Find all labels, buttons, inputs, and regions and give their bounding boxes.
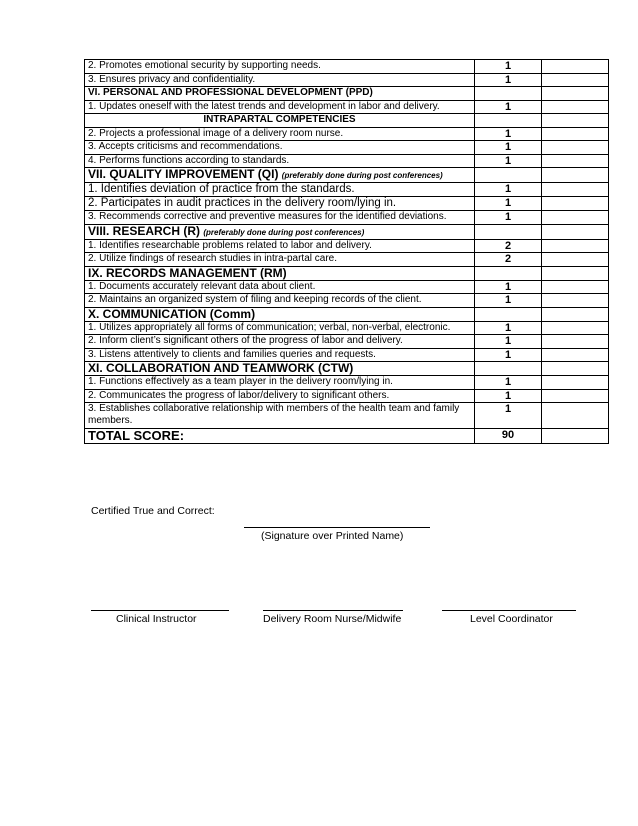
score-cell: 2 <box>475 253 542 267</box>
section-header-row <box>85 114 609 128</box>
score-cell: 1 <box>475 321 542 335</box>
criterion-cell <box>85 73 475 87</box>
table-row <box>85 239 609 253</box>
score-cell <box>475 362 542 376</box>
criterion-text: 2. Promotes emotional security by supporting needs. <box>88 60 321 71</box>
criterion-cell <box>85 403 475 429</box>
criterion-text: 3. Recommends corrective and preventive measures for the identified deviations. <box>88 211 447 222</box>
remarks-cell <box>542 154 609 168</box>
score-cell <box>475 87 542 101</box>
remarks-cell <box>542 141 609 155</box>
remarks-cell <box>542 100 609 114</box>
criterion-text: 2. Communicates the progress of labor/delivery to significant others. <box>88 389 390 401</box>
evaluation-table <box>84 59 609 444</box>
remarks-cell <box>542 294 609 308</box>
criterion-cell <box>85 211 475 225</box>
remarks-cell <box>542 73 609 87</box>
score-cell: 1 <box>475 294 542 308</box>
criterion-cell <box>85 239 475 253</box>
score-cell: 1 <box>475 389 542 403</box>
criterion-text: XI. COLLABORATION AND TEAMWORK (CTW) <box>88 361 354 375</box>
score-cell: 1 <box>475 73 542 87</box>
criterion-cell <box>85 114 475 128</box>
criterion-text: 3. Listens attentively to clients and families queries and requests. <box>88 348 376 360</box>
remarks-cell <box>542 87 609 101</box>
total-row <box>85 429 609 444</box>
criterion-cell <box>85 141 475 155</box>
table-row <box>85 127 609 141</box>
criterion-text: 3. Establishes collaborative relationship with members of the health team and family members. <box>88 403 460 426</box>
criterion-text: X. COMMUNICATION (Comm) <box>88 307 256 321</box>
score-cell: 2 <box>475 239 542 253</box>
remarks-cell <box>542 307 609 321</box>
remarks-cell <box>542 197 609 211</box>
remarks-cell <box>542 335 609 349</box>
remarks-cell <box>542 211 609 225</box>
remarks-cell <box>542 321 609 335</box>
table-row <box>85 321 609 335</box>
table-row <box>85 280 609 294</box>
remarks-cell <box>542 239 609 253</box>
score-cell <box>475 224 542 239</box>
criterion-text: VI. PERSONAL AND PROFESSIONAL DEVELOPMENT (PPD) <box>88 87 373 98</box>
criterion-cell <box>85 362 475 376</box>
section-header-row <box>85 266 609 280</box>
criterion-cell <box>85 183 475 197</box>
criterion-cell <box>85 389 475 403</box>
criterion-cell <box>85 348 475 362</box>
score-cell <box>475 266 542 280</box>
remarks-cell <box>542 114 609 128</box>
score-cell <box>475 307 542 321</box>
table-row <box>85 389 609 403</box>
criterion-cell <box>85 87 475 101</box>
remarks-cell <box>542 362 609 376</box>
score-cell: 1 <box>475 141 542 155</box>
criterion-text: 2. Inform client’s significant others of the progress of labor and delivery. <box>88 335 403 346</box>
criterion-text: VIII. RESEARCH (R) <box>88 224 201 238</box>
criterion-cell <box>85 253 475 267</box>
remarks-cell <box>542 266 609 280</box>
section-header-row <box>85 87 609 101</box>
criterion-cell <box>85 154 475 168</box>
table-row <box>85 348 609 362</box>
criterion-text: IX. RECORDS MANAGEMENT (RM) <box>88 266 287 280</box>
score-cell: 1 <box>475 211 542 225</box>
criterion-text: 1. Functions effectively as a team player in the delivery room/lying in. <box>88 376 393 387</box>
signature-line-level-coordinator <box>442 610 576 611</box>
criterion-text: 1. Identifies researchable problems related to labor and delivery. <box>88 239 372 251</box>
criterion-cell <box>85 294 475 308</box>
criterion-cell <box>85 376 475 390</box>
evaluation-table-body <box>85 60 609 444</box>
criterion-cell <box>85 321 475 335</box>
remarks-cell <box>542 429 609 444</box>
score-cell: 1 <box>475 376 542 390</box>
criterion-cell <box>85 335 475 349</box>
table-row <box>85 141 609 155</box>
criterion-text: 1. Identifies deviation of practice from the standards. <box>88 183 355 195</box>
criterion-text: VII. QUALITY IMPROVEMENT (QI) <box>88 167 279 181</box>
signature-line-delivery-room-nurse <box>263 610 403 611</box>
criterion-text: 4. Performs functions according to standards. <box>88 154 290 166</box>
remarks-cell <box>542 253 609 267</box>
signature-line <box>244 527 430 528</box>
remarks-cell <box>542 280 609 294</box>
table-row <box>85 197 609 211</box>
criterion-text: 1. Utilizes appropriately all forms of communication; verbal, non-verbal, electronic. <box>88 321 451 333</box>
table-row <box>85 211 609 225</box>
table-row <box>85 376 609 390</box>
criterion-text: 2. Projects a professional image of a delivery room nurse. <box>88 127 344 139</box>
score-cell: 1 <box>475 127 542 141</box>
score-cell: 1 <box>475 60 542 74</box>
score-cell: 1 <box>475 280 542 294</box>
section-header-row <box>85 307 609 321</box>
score-cell: 1 <box>475 335 542 349</box>
certification-label: Certified True and Correct: <box>91 505 215 517</box>
criterion-text: 1. Documents accurately relevant data about client. <box>88 280 316 292</box>
score-cell: 1 <box>475 183 542 197</box>
criterion-cell <box>85 197 475 211</box>
remarks-cell <box>542 348 609 362</box>
section-header-row <box>85 168 609 183</box>
signatory-clinical-instructor: Clinical Instructor <box>116 613 197 625</box>
score-cell: 90 <box>475 429 542 444</box>
criterion-cell <box>85 266 475 280</box>
score-cell <box>475 168 542 183</box>
remarks-cell <box>542 376 609 390</box>
criterion-cell <box>85 127 475 141</box>
table-row <box>85 335 609 349</box>
signature-caption: (Signature over Printed Name) <box>261 530 404 542</box>
criterion-cell <box>85 307 475 321</box>
criterion-cell <box>85 224 475 239</box>
criterion-text: 2. Participates in audit practices in the delivery room/lying in. <box>88 197 397 209</box>
remarks-cell <box>542 403 609 429</box>
criterion-cell <box>85 429 475 444</box>
score-cell <box>475 114 542 128</box>
signatory-delivery-room-nurse: Delivery Room Nurse/Midwife <box>263 613 402 625</box>
criterion-text: TOTAL SCORE: <box>88 428 185 443</box>
criterion-text: 2. Maintains an organized system of filing and keeping records of the client. <box>88 294 422 305</box>
score-cell: 1 <box>475 100 542 114</box>
table-row <box>85 253 609 267</box>
remarks-cell <box>542 60 609 74</box>
table-row <box>85 100 609 114</box>
remarks-cell <box>542 168 609 183</box>
remarks-cell <box>542 224 609 239</box>
criterion-cell <box>85 168 475 183</box>
criterion-cell <box>85 60 475 74</box>
table-row <box>85 154 609 168</box>
signatory-level-coordinator: Level Coordinator <box>470 613 553 625</box>
criterion-text: 1. Updates oneself with the latest trends and development in labor and delivery. <box>88 100 440 112</box>
criterion-text: 3. Accepts criticisms and recommendations. <box>88 141 283 152</box>
section-note: (preferably done during post conferences) <box>281 171 443 180</box>
table-row <box>85 294 609 308</box>
remarks-cell <box>542 183 609 197</box>
score-cell: 1 <box>475 348 542 362</box>
criterion-cell <box>85 280 475 294</box>
score-cell: 1 <box>475 197 542 211</box>
score-cell: 1 <box>475 154 542 168</box>
score-cell: 1 <box>475 403 542 429</box>
criterion-text: INTRAPARTAL COMPETENCIES <box>203 114 356 125</box>
remarks-cell <box>542 127 609 141</box>
signature-line-clinical-instructor <box>91 610 229 611</box>
table-row <box>85 60 609 74</box>
table-row <box>85 183 609 197</box>
table-row <box>85 73 609 87</box>
section-note: (preferably done during post conferences) <box>203 227 365 237</box>
criterion-text: 2. Utilize findings of research studies in intra-partal care. <box>88 253 338 264</box>
remarks-cell <box>542 389 609 403</box>
criterion-cell <box>85 100 475 114</box>
section-header-row <box>85 224 609 239</box>
table-row <box>85 403 609 429</box>
section-header-row <box>85 362 609 376</box>
criterion-text: 3. Ensures privacy and confidentiality. <box>88 73 256 85</box>
